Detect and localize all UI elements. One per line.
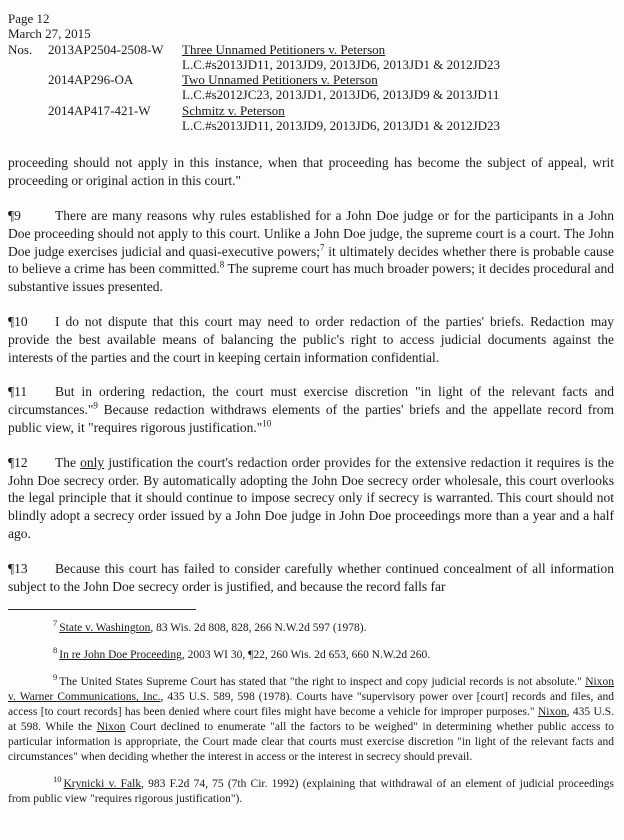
case-lc-numbers: L.C.#s2012JC23, 2013JD1, 2013JD6, 2013JD9 & 2013JD11 [182, 87, 500, 103]
case-lc-numbers: L.C.#s2013JD11, 2013JD9, 2013JD6, 2013JD1 & 2012JD23 [182, 118, 501, 134]
paragraph-text: Because this court has failed to consider carefully whether continued concealment of all information subject to the John Doe secrecy order is justified, and because the record falls far [8, 560, 614, 594]
case-caption-block [8, 42, 614, 134]
paragraph-text: proceeding should not apply in this instance, when that proceeding has become the subject of appeal, writ proceeding or original action in this court." [8, 155, 614, 189]
footnote-7 [8, 618, 614, 636]
paragraph-marker: ¶11 [8, 384, 28, 400]
case-number: 2013AP2504-2508-W [48, 41, 164, 57]
case-number: 2014AP296-OA [48, 72, 134, 88]
footnote-8 [8, 645, 614, 663]
paragraph-text: There are many reasons why rules established for a John Doe judge or for the participants in a John Doe proceeding should not apply to this court. Unlike a John Doe judge, the supreme court is a court. The John Doe judge exercises judicial and quasi-executive powers;$^7$ it ultimately decides whether there is probable cause to believe a crime has been committed.$^8$ The supreme court has much broader powers; it decides procedural and substantive issues presented. [8, 207, 614, 295]
footnotes-section [8, 609, 614, 807]
paragraph-text: But in ordering redaction, the court must exercise discretion "in light of the relevant facts and circumstances."$^9$ Because redaction withdraws elements of the parties' briefs and the appellate record from public view, it "requires rigorous justification."$^{10}$ [8, 384, 614, 435]
case-number-spacer [48, 87, 182, 102]
paragraph-text: The only justification the court's redaction order provides for the extensive redaction it requires is the John Doe secrecy order. By automatically adopting the John Doe secrecy order wholesale, this court overlooks the legal principle that it should continue to impose secrecy only if secrecy is warranted. This court should not blindly adopt a secrecy order issued by a John Doe judge in John Doe proceedings more than a year and a half ago. [8, 454, 614, 541]
paragraph-marker: ¶12 [8, 454, 28, 470]
footnote-number: 7 [53, 618, 58, 629]
case-entry [48, 42, 614, 73]
paragraph-11 [8, 383, 614, 436]
case-number-spacer [48, 118, 182, 133]
case-entry [48, 72, 614, 103]
case-entry [48, 103, 614, 134]
nos-label: Nos. [8, 41, 33, 57]
footnote-9 [8, 672, 614, 765]
footnote-text: Krynicki v. Falk, 983 F.2d 74, 75 (7th Cir. 1992) (explaining that withdrawal of an element of judicial proceedings from public view "requires rigorous justification"). [8, 778, 614, 806]
footnote-text: State v. Washington, 83 Wis. 2d 808, 828, 266 N.W.2d 597 (1978). [59, 622, 367, 635]
opinion-body [8, 154, 614, 595]
paragraph-marker: ¶13 [8, 560, 28, 576]
paragraph-13 [8, 560, 614, 596]
paragraph-marker: ¶10 [8, 313, 28, 329]
paragraph-10 [8, 313, 614, 366]
footnote-text: The United States Supreme Court has stated that "the right to inspect and copy judicial records is not absolute." Nixon v. Warner Communications, Inc., 435 U.S. 589, 598 (1978). Courts have "supervisory power over [court] records and files, and access [to court records] has been denied where court files might have become a vehicle for improper purposes." Nixon, 435 U.S. at 598. While the Nixon Court declined to enumerate "all the factors to be weighed" in determining whether public access to particular information is appropriate, the Court made clear that courts must exercise discretion "in light of the relevant facts and circumstances" when deciding whether the interest in access or the interest in secrecy should prevail. [8, 676, 614, 764]
footnote-number: 9 [53, 672, 58, 683]
case-name: Schmitz v. Peterson [182, 102, 285, 118]
page-header [8, 11, 614, 133]
footnote-text: In re John Doe Proceeding, 2003 WI 30, ¶22, 260 Wis. 2d 653, 660 N.W.2d 260. [59, 649, 431, 662]
page-date: March 27, 2015 [8, 26, 91, 42]
paragraph-9 [8, 207, 614, 296]
case-name: Two Unnamed Petitioners v. Peterson [182, 72, 378, 88]
paragraph-marker: ¶9 [8, 207, 21, 223]
case-number: 2014AP417-421-W [48, 102, 151, 118]
case-name: Three Unnamed Petitioners v. Peterson [182, 41, 386, 57]
footnote-number: 10 [53, 774, 62, 785]
case-number-spacer [48, 57, 182, 72]
paragraph-12 [8, 454, 614, 543]
footnote-separator [8, 609, 196, 610]
footnote-10 [8, 774, 614, 807]
case-list [48, 42, 614, 134]
footnote-number: 8 [53, 645, 58, 656]
page-number: Page 12 [8, 11, 50, 26]
paragraph-continuation [8, 154, 614, 190]
paragraph-text: I do not dispute that this court may need to order redaction of the parties' briefs. Redaction may provide the best available means of balancing the public's right to access judicial documents against the interests of the parties and the court in keeping certain information confidential. [8, 313, 614, 365]
case-lc-numbers: L.C.#s2013JD11, 2013JD9, 2013JD6, 2013JD1 & 2012JD23 [182, 56, 501, 72]
